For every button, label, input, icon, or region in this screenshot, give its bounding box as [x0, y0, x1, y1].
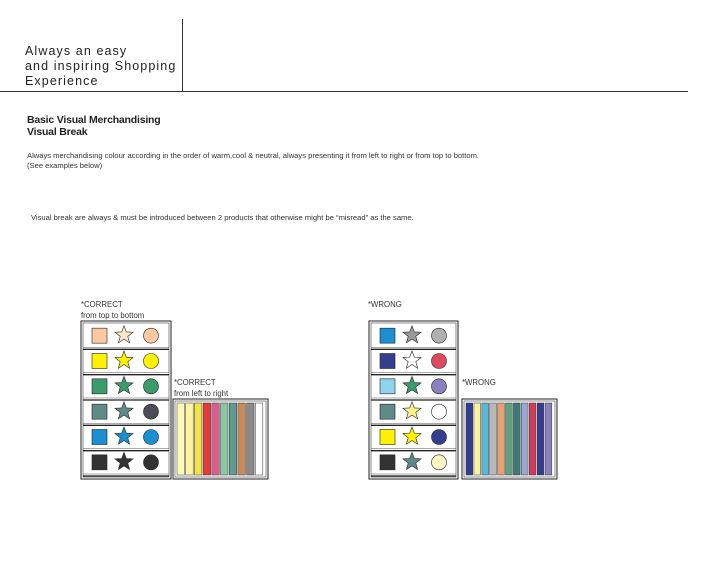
- wrong-shelf-circle-product: [432, 430, 447, 445]
- correct-rack-garment-stripe: [238, 403, 246, 475]
- section-heading: Basic Visual Merchandising: [27, 114, 161, 126]
- correct-shelf-circle-product: [144, 354, 159, 369]
- wrong-rack-garment-stripe: [529, 403, 536, 475]
- wrong-shelf-circle-product: [432, 379, 447, 394]
- wrong-rack-garment-stripe: [513, 403, 520, 475]
- wrong-rack-garment-stripe: [537, 403, 544, 475]
- correct-shelf-circle-product: [144, 455, 159, 470]
- wrong-rack-garment-stripe: [490, 403, 497, 475]
- wrong-shelf-square-product: [380, 430, 395, 445]
- correct-rack-garment-stripe: [186, 403, 194, 475]
- correct-shelf-circle-product: [144, 328, 159, 343]
- correct-rack-garment-stripe: [221, 403, 229, 475]
- wrong-shelf-square-product: [380, 404, 395, 419]
- correct-vertical-sublabel: from top to bottom: [81, 311, 145, 320]
- section-subheading: Visual Break: [27, 126, 88, 138]
- correct-shelf-square-product: [92, 354, 107, 369]
- correct-shelf-square-product: [92, 455, 107, 470]
- correct-rack-garment-stripe: [229, 403, 237, 475]
- wrong-shelf-circle-product: [432, 328, 447, 343]
- wrong-shelf-square-product: [380, 379, 395, 394]
- intro-paragraph-line-2: (See examples below): [27, 161, 103, 170]
- wrong-shelf-circle-product: [432, 455, 447, 470]
- correct-rack-garment-stripe: [255, 403, 262, 475]
- correct-rack-garment-stripe: [194, 403, 202, 475]
- correct-rack-garment-stripe: [177, 403, 185, 475]
- wrong-shelf-square-product: [380, 354, 395, 369]
- wrong-rack-garment-stripe: [506, 403, 513, 475]
- wrong-shelf-circle-product: [432, 404, 447, 419]
- wrong-shelf-square-product: [380, 328, 395, 343]
- intro-paragraph-line-1: Always merchandising colour according in the order of warm,cool & neutral, always presenting it from left to right or from top to bottom.: [27, 151, 480, 160]
- wrong-rack-garment-stripe: [498, 403, 505, 475]
- correct-shelf-circle-product: [144, 430, 159, 445]
- page-title-line-2: and inspiring Shopping: [25, 59, 177, 73]
- correct-shelf-circle-product: [144, 379, 159, 394]
- correct-shelf-square-product: [92, 328, 107, 343]
- visual-break-note: Visual break are always & must be introduced between 2 products that otherwise might be “misread” as the same.: [31, 213, 414, 222]
- wrong-rack-garment-stripe: [545, 403, 552, 475]
- correct-rack-garment-stripe: [203, 403, 211, 475]
- wrong-vertical-label: *WRONG: [368, 300, 402, 309]
- correct-horizontal-sublabel: from left to right: [174, 389, 229, 398]
- page-title-line-3: Experience: [25, 74, 99, 88]
- wrong-rack-garment-stripe: [466, 403, 473, 475]
- wrong-rack-garment-stripe: [482, 403, 489, 475]
- correct-horizontal-label: *CORRECT: [174, 378, 216, 387]
- correct-vertical-label: *CORRECT: [81, 300, 123, 309]
- wrong-shelf-square-product: [380, 455, 395, 470]
- wrong-rack-garment-stripe: [521, 403, 528, 475]
- wrong-horizontal-label: *WRONG: [462, 378, 496, 387]
- correct-rack-garment-stripe: [247, 403, 255, 475]
- wrong-rack-garment-stripe: [474, 403, 481, 475]
- correct-rack-garment-stripe: [212, 403, 220, 475]
- page-title-line-1: Always an easy: [25, 44, 128, 58]
- correct-shelf-square-product: [92, 379, 107, 394]
- correct-shelf-square-product: [92, 404, 107, 419]
- wrong-shelf-circle-product: [432, 354, 447, 369]
- correct-shelf-circle-product: [144, 404, 159, 419]
- correct-shelf-square-product: [92, 430, 107, 445]
